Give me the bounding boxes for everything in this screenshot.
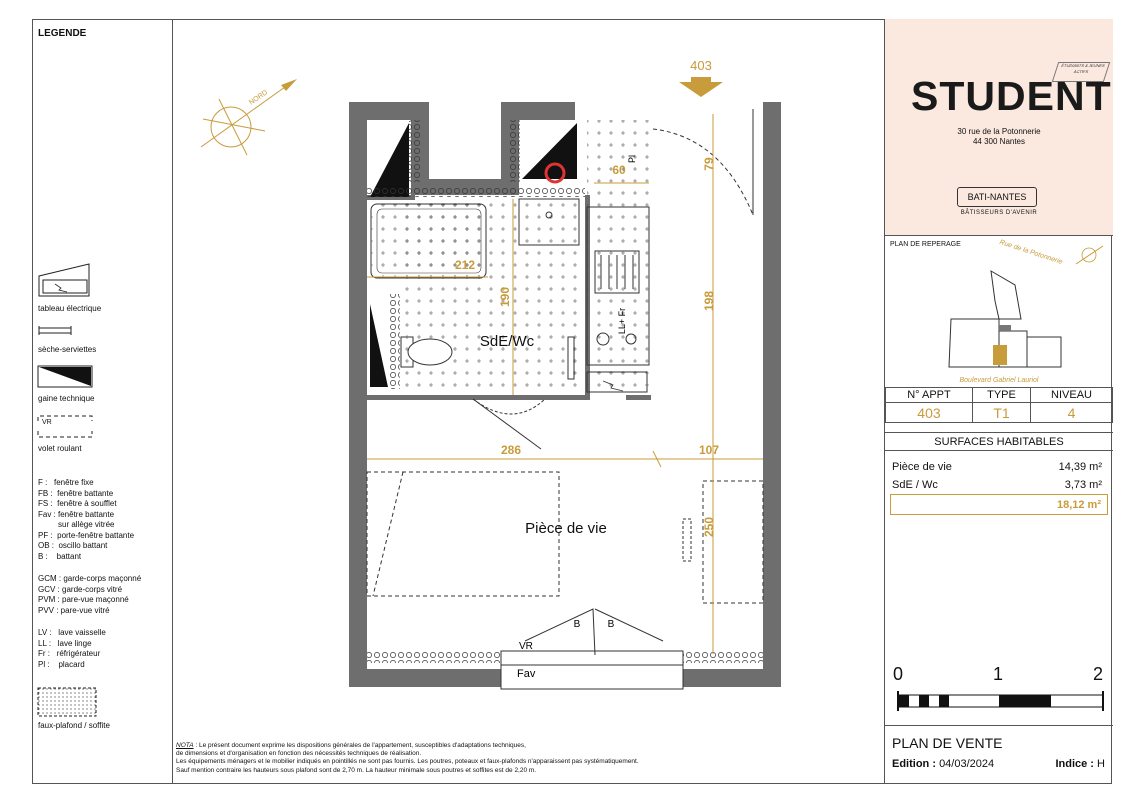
- floor-plan: [173, 19, 883, 739]
- electrical-panel-icon: [37, 262, 97, 300]
- tag-fav: Fav: [517, 668, 536, 680]
- reperage-street-bottom: Boulevard Gabriel Lauriol: [959, 377, 1039, 384]
- legend-roller-shutter: volet roulant: [38, 444, 82, 453]
- false-ceiling-icon: [37, 687, 99, 719]
- surface-value: 14,39 m²: [1058, 461, 1102, 473]
- partner-logo: BATI-NANTES: [957, 187, 1037, 207]
- dimension-79: 79: [702, 157, 716, 171]
- sale-plan-title: PLAN DE VENTE: [892, 735, 1003, 751]
- brand-badge: ÉTUDIANTS & JEUNES ACTIFS: [1052, 62, 1110, 82]
- legend-electrical-panel: tableau électrique: [38, 304, 102, 313]
- brand-block: [885, 19, 1113, 236]
- apartment-table: [885, 387, 1113, 423]
- dimension-198: 198: [702, 290, 716, 312]
- north-compass: [201, 79, 297, 155]
- north-label: NORD: [248, 89, 270, 107]
- technical-duct: [370, 304, 388, 387]
- tag-placard: Pl: [627, 154, 637, 164]
- toilet: [408, 339, 452, 365]
- tag-b-right: B: [607, 619, 615, 630]
- note-label: NOTA: [176, 742, 194, 749]
- legend-title: LEGENDE: [38, 28, 87, 39]
- dimension-250: 250: [702, 516, 716, 538]
- surface-name: SdE / Wc: [892, 479, 938, 491]
- desk: [703, 481, 763, 603]
- location-minimap: [943, 263, 1063, 375]
- scale-label-2: 2: [1093, 664, 1104, 684]
- index-label: Indice :: [1055, 758, 1094, 770]
- disclaimer-note: [176, 742, 876, 775]
- tag-b-left: B: [573, 619, 581, 630]
- legend-guard-abbreviations: GCM : garde-corps maçonné GCV : garde-corps vitré PVM : pare-vue maçonné PVV : pare-vue vitré: [38, 574, 142, 615]
- index-value: H: [1097, 758, 1105, 770]
- reperage-title: PLAN DE REPERAGE: [890, 241, 961, 248]
- legend-technical-duct: gaine technique: [38, 394, 95, 403]
- header-level: NIVEAU: [1031, 388, 1113, 403]
- brand-address-line-1: 30 rue de la Potonnerie: [957, 127, 1041, 136]
- scale-label-0: 0: [893, 664, 904, 684]
- info-panel: [884, 19, 1112, 784]
- surface-value: 3,73 m²: [1064, 479, 1102, 491]
- note-line-1: : Le présent document exprime les dispositions générales de l'appartement, susceptibles d'adaptations techniques,: [193, 742, 526, 749]
- surface-total: 18,12 m²: [1056, 499, 1101, 511]
- technical-duct: [370, 123, 409, 197]
- sale-plan-index: [1055, 758, 1105, 770]
- brand-logo: STUDENT: [911, 73, 1112, 119]
- value-type: T1: [972, 403, 1030, 423]
- note-line-4: Sauf mention contraire les hauteurs sous plafond sont de 2,70 m. La hauteur minimale sous poutres et soffites est de 2,20 m.: [176, 766, 537, 774]
- apartment-marker-number: 403: [690, 58, 712, 73]
- surfaces-title: SURFACES HABITABLES: [885, 432, 1113, 451]
- legend-window-abbreviations: F : fenêtre fixe FB : fenêtre battante FS : fenêtre à soufflet Fav : fenêtre battante sur allège vitrée PF : porte-fenêtre battante OB : oscillo battant B : battant: [38, 478, 135, 561]
- reperage-compass-icon: [1073, 241, 1107, 269]
- room-label-bathroom: SdE/Wc: [479, 333, 535, 350]
- note-line-3: Les équipements ménagers et le mobilier indiqués en pointillés ne sont pas fournis. Les poutres, poteaux et faux-plafonds n'apparaissent pas systématiquement.: [176, 758, 639, 766]
- room-label-living: Pièce de vie: [525, 520, 607, 537]
- partner-tagline: BÂTISSEURS D'AVENIR: [960, 210, 1038, 216]
- entry-arrow-icon: [679, 77, 723, 97]
- towel-dryer-icon: [37, 325, 77, 337]
- sale-plan-box: [885, 725, 1113, 784]
- tag-lv-fr: LL+ Fr: [617, 307, 627, 335]
- surface-total-box: [890, 494, 1108, 515]
- header-type: TYPE: [972, 388, 1030, 403]
- tag-vr: VR: [519, 641, 533, 652]
- dimension-60: 60: [612, 163, 626, 177]
- dimension-212: 212: [454, 258, 476, 272]
- legend-towel-dryer: sèche-serviettes: [38, 345, 97, 354]
- surface-name: Pièce de vie: [892, 461, 952, 473]
- dimension-107: 107: [698, 443, 720, 457]
- legend-false-ceiling: faux-plafond / soffite: [38, 721, 110, 730]
- dimension-190: 190: [498, 286, 512, 308]
- technical-duct-icon: [37, 365, 95, 389]
- sale-plan-edition: [892, 758, 994, 770]
- value-apt-number: 403: [886, 403, 973, 423]
- reperage-street-top: Rue de la Potonnerie: [998, 239, 1064, 266]
- dimension-286: 286: [500, 443, 522, 457]
- technical-duct: [522, 123, 577, 179]
- value-level: 4: [1031, 403, 1113, 423]
- note-line-2: de dimensions et d'organisation en fonction des nécessités techniques de réalisation.: [176, 750, 422, 758]
- scale-label-1: 1: [993, 664, 1004, 684]
- legend-vr-tag: VR: [42, 419, 52, 426]
- legend-panel: [32, 19, 173, 784]
- legend-equipment-abbreviations: LV : lave vaisselle LL : lave linge Fr : réfrigérateur Pl : placard: [38, 628, 106, 669]
- header-apt-number: N° APPT: [886, 388, 973, 403]
- brand-address-line-2: 44 300 Nantes: [972, 137, 1026, 146]
- edition-date: 04/03/2024: [939, 758, 995, 770]
- entry-door: [653, 129, 753, 215]
- scale-bar: [897, 689, 1107, 713]
- edition-label: Edition :: [892, 758, 936, 770]
